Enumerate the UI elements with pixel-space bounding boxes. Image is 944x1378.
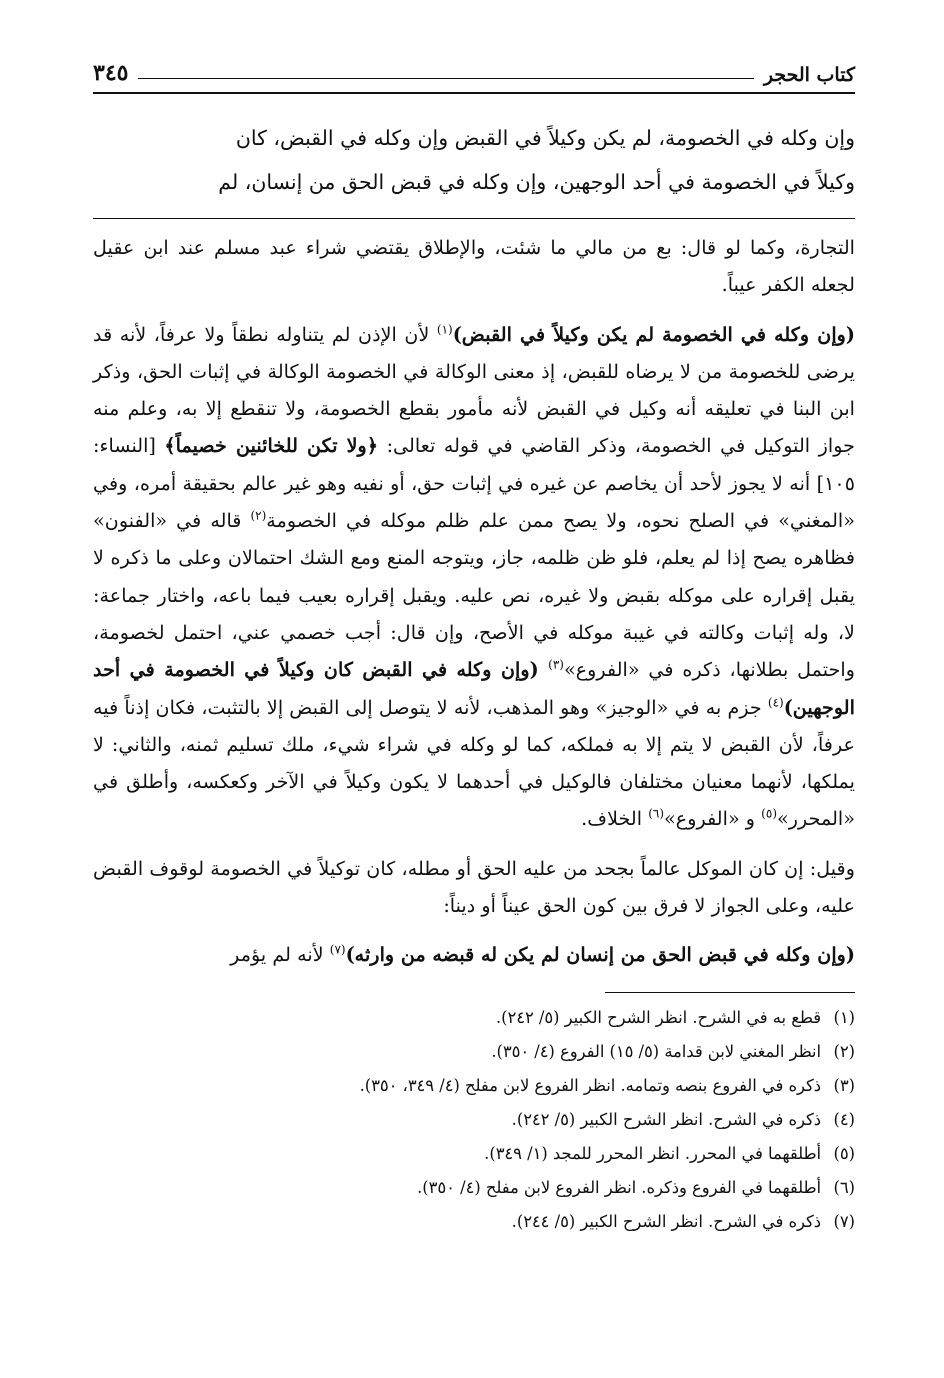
commentary-paragraph xyxy=(93,936,855,973)
page xyxy=(93,52,855,1239)
commentary-paragraph: التجارة، وكما لو قال: بع من مالي ما شئت، والإطلاق يقتضي شراء عبد مسلم عند ابن عقيل لجعله الكفر عيباً. xyxy=(93,236,855,297)
commentary-paragraph: وقيل: إن كان الموكل عالماً بجحد من عليه الحق أو مطله، كان توكيلاً في الخصومة لوقوف القبض عليه، وعلى الجواز لا فرق بين كون الحق عيناً أو ديناً: xyxy=(93,856,855,918)
footnote-text: أطلقهما في المحرر. انظر المحرر للمجد (١/ ٣٤٩). xyxy=(484,1143,821,1163)
main-text-line: وكيلاً في الخصومة في أحد الوجهين، وإن وكله في قبض الحق من إنسان، لم xyxy=(218,170,855,194)
footnote-number: (٧) xyxy=(833,1211,855,1231)
header-divider xyxy=(93,92,855,94)
footnote xyxy=(93,1103,855,1137)
footnote xyxy=(93,1171,855,1205)
commentary-text: لأنه لم يؤمر xyxy=(230,943,330,967)
main-text xyxy=(93,116,855,204)
main-text-line: وإن وكله في الخصومة، لم يكن وكيلاً في القبض وإن وكله في القبض، كان xyxy=(235,126,855,150)
footnote-text: ذكره في الشرح. انظر الشرح الكبير (٥/ ٢٤٤). xyxy=(511,1211,821,1231)
footnote-number: (٤) xyxy=(833,1109,855,1129)
footnote xyxy=(93,1035,855,1069)
footnote xyxy=(93,1205,855,1239)
footnote-text: ذكره في الفروع بنصه وتمامه. انظر الفروع لابن مفلح (٤/ ٣٤٩، ٣٥٠). xyxy=(359,1075,821,1095)
footnote-text: قطع به في الشرح. انظر الشرح الكبير (٥/ ٢٤٢). xyxy=(495,1007,821,1027)
commentary xyxy=(93,229,855,974)
footnote-text: انظر المغني لابن قدامة (٥/ ١٥) الفروع (٤/ ٣٥٠). xyxy=(491,1041,821,1061)
bold-quote: (وإن وكله في الخصومة لم يكن وكيلاً في القبض) xyxy=(452,322,855,346)
footnote-rule xyxy=(605,992,855,993)
header-rule xyxy=(138,78,753,79)
footnote-number: (٥) xyxy=(833,1143,855,1163)
running-header xyxy=(93,52,855,86)
quran-verse: ﴿ولا تكن للخائنين خصيماً﴾ xyxy=(164,434,379,458)
commentary-text: جزم به في «الوجيز» وهو المذهب، لأنه لا يتوصل إلى القبض إلا بالتثبت، فكان إذناً فيه عرفاً، لأن القبض لا يتم إلا به فملكه، كما لو وكله في شراء شيء، ملك تسليم ثمنه، والثاني: لا يملكها، لأنهما معنيان مختلفان فالوكيل في أحدهما لا يكون وكيلاً في الآخر وكعكسه، وأطلق في «المحرر» xyxy=(93,695,855,831)
footnotes xyxy=(93,1001,855,1239)
commentary-text: قاله في «الفنون» فظاهره يصح إذا لم يعلم، فلو ظن ظلمه، جاز، ويتوجه المنع ومع الشك احتمالان وعلى ما ذكره لا يقبل إقراره على موكله بقبض ولا غيره، نص عليه. ويقبل إقراره بعيب فيما باعه، واختار جماعة: لا، وله إثبات وكالته في غيبة موكله في الأصح، وإن قال: أجب خصمي عني، احتمل لخصومة، واحتمل بطلانها، ذكره في «الفروع» xyxy=(93,509,855,682)
footnote-ref[interactable]: (٦) xyxy=(648,807,665,822)
footnote-number: (١) xyxy=(833,1007,855,1027)
commentary-text: [النساء: ١٠٥] أنه لا يجوز لأحد أن يخاصم عن غيره في إثبات حق، أو نفيه وهو غير عالم بحقيقة أمره، وفي «المغني» في الصلح نحوه، ولا يصح ممن علم ظلم موكله في الخصومة xyxy=(93,434,855,533)
commentary-text: و «الفروع» xyxy=(664,807,762,831)
footnote xyxy=(93,1001,855,1035)
footnote-ref[interactable]: (٧) xyxy=(329,942,346,957)
bold-quote: (وإن وكله في القبض كان وكيلاً في الخصومة في أحد الوجهين) xyxy=(93,658,855,719)
footnote-ref[interactable]: (٤) xyxy=(767,695,784,710)
footnote-number: (٣) xyxy=(833,1075,855,1095)
footnote-ref[interactable]: (١) xyxy=(436,322,453,337)
chapter-title: كتاب الحجر xyxy=(763,64,855,86)
footnote-number: (٦) xyxy=(833,1177,855,1197)
footnote-ref[interactable]: (٢) xyxy=(250,508,267,523)
commentary-text: الخلاف. xyxy=(581,807,649,831)
footnote-text: أطلقهما في الفروع وذكره. انظر الفروع لابن مفلح (٤/ ٣٥٠). xyxy=(417,1177,821,1197)
footnote-ref[interactable]: (٥) xyxy=(761,807,777,822)
footnote xyxy=(93,1069,855,1103)
commentary-paragraph xyxy=(93,316,855,838)
footnote-ref[interactable]: (٣) xyxy=(548,657,564,672)
footnote-text: ذكره في الشرح. انظر الشرح الكبير (٥/ ٢٤٢). xyxy=(511,1109,821,1129)
footnote xyxy=(93,1137,855,1171)
text-divider xyxy=(93,218,855,219)
page-number: ٣٤٥ xyxy=(93,60,129,86)
footnote-number: (٢) xyxy=(833,1041,855,1061)
commentary-text: لأن الإذن لم يتناوله نطقاً ولا عرفاً، لأنه قد يرضى للخصومة من لا يرضاه للقبض، إذ معنى الوكالة في الخصومة الوكالة في إثبات الحق، وذكر ابن البنا في تعليقه أنه وكيل في القبض لأنه مأمور بقطع الخصومة، ولا تنقطع إلا به، وعلم منه جواز التوكيل في الخصومة، وذكر القاضي في قوله تعالى: xyxy=(93,322,855,458)
bold-quote: (وإن وكله في قبض الحق من إنسان لم يكن له قبضه من وارثه) xyxy=(345,943,855,967)
